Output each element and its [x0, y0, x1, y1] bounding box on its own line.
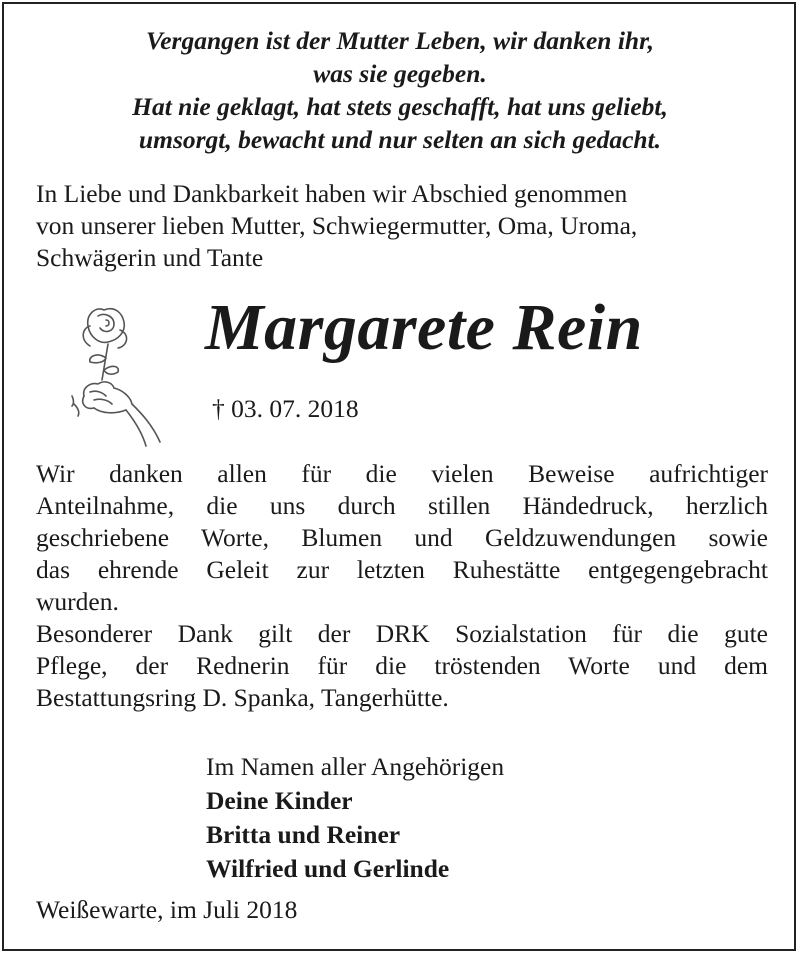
- signoff-block: [206, 750, 504, 886]
- poem-line: was sie gegeben.: [313, 59, 487, 88]
- farewell-intro: [36, 178, 768, 274]
- death-date: † 03. 07. 2018: [212, 394, 359, 423]
- intro-line: In Liebe und Dankbarkeit haben wir Abschied genommen: [36, 179, 628, 208]
- poem-line: Vergangen ist der Mutter Leben, wir danken ihr,: [146, 26, 654, 55]
- signoff-name: Deine Kinder: [206, 786, 353, 815]
- poem-line: Hat nie geklagt, hat stets geschafft, hat uns geliebt,: [132, 92, 668, 121]
- thanks-line: geschriebene Worte, Blumen und Geldzuwendungen sowie: [36, 523, 768, 552]
- place-and-date: Weißewarte, im Juli 2018: [36, 895, 298, 924]
- deceased-name: Margarete Rein: [205, 291, 643, 364]
- memorial-poem: [0, 24, 800, 156]
- thanks-line: Wir danken allen für die vielen Beweise aufrichtiger: [36, 459, 768, 488]
- thanks-line: Anteilnahme, die uns durch stillen Händedruck, herzlich: [36, 491, 768, 520]
- thanks-paragraph: [36, 458, 768, 714]
- intro-line: von unserer lieben Mutter, Schwiegermutter, Oma, Uroma,: [36, 211, 638, 240]
- thanks-line: das ehrende Geleit zur letzten Ruhestätte entgegengebracht: [36, 555, 768, 584]
- signoff-name: Britta und Reiner: [206, 820, 401, 849]
- signoff-intro: Im Namen aller Angehörigen: [206, 752, 505, 781]
- thanks-line: wurden.: [36, 587, 119, 616]
- intro-line: Schwägerin und Tante: [36, 243, 264, 272]
- poem-line: umsorgt, bewacht und nur selten an sich gedacht.: [138, 125, 662, 154]
- thanks-line: Pflege, der Rednerin für die tröstenden Worte und dem: [36, 651, 768, 680]
- thanks-line: Bestattungsring D. Spanka, Tangerhütte.: [36, 683, 449, 712]
- rose-in-hand-icon: [60, 296, 180, 451]
- thanks-line: Besonderer Dank gilt der DRK Sozialstation für die gute: [36, 619, 768, 648]
- signoff-name: Wilfried und Gerlinde: [206, 854, 450, 883]
